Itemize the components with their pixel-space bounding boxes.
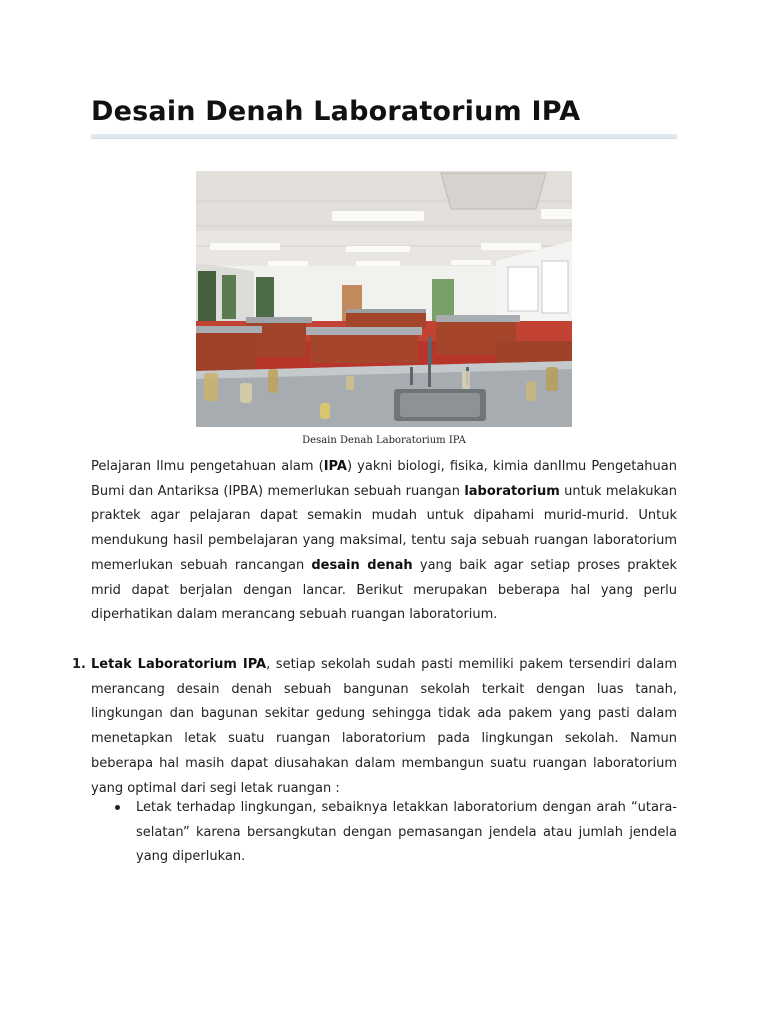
- list-item-number: 1.: [72, 657, 86, 672]
- intro-text-3: untuk melakukan praktek agar pelajaran dapat semakin mudah untuk dipahami murid-murid. Untuk mendukung hasil pembelajaran yang maksimal, tentu saja sebuah ruangan laboratorium memerlukan sebuah rancangan: [91, 483, 677, 573]
- intro-bold-desain-denah: desain denah: [311, 557, 413, 573]
- intro-bold-laboratorium: laboratorium: [464, 483, 560, 499]
- intro-bold-ipa: IPA: [323, 459, 347, 474]
- list-item: [72, 653, 677, 801]
- list-item-heading: Letak Laboratorium IPA: [91, 657, 267, 672]
- bullet-dot-icon: [115, 805, 120, 810]
- intro-text-4: yang baik agar setiap proses praktek mrid dapat berjalan dengan lancar. Berikut merupakan beberapa hal yang perlu diperhatikan dalam merancang sebuah ruangan laboratorium.: [91, 557, 678, 623]
- title-divider: [91, 134, 677, 139]
- list-item-text: , setiap sekolah sudah pasti memiliki pakem tersendiri dalam merancang desain denah sebuah bangunan sekolah terkait dengan luas tanah, lingkungan dan bagunan sekitar gedung sehingga tidak ada pakem yang pasti dalam menetapkan letak suatu ruangan laboratorium pada lingkungan sekolah. Namun beberapa hal masih dapat diusahakan dalam membangun suatu ruangan laboratorium yang optimal dari segi letak ruangan :: [91, 657, 677, 796]
- bullet-item-text: Letak terhadap lingkungan, sebaiknya letakkan laboratorium dengan arah “utara-selatan” karena bersangkutan dengan pemasangan jendela atau jumlah jendela yang diperlukan.: [136, 800, 677, 865]
- image-caption: Desain Denah Laboratorium IPA: [302, 435, 466, 446]
- intro-text-2: ) yakni biologi, fisika, kimia danIlmu Pengetahuan Bumi dan Antariksa (IPBA) memerlukan sebuah ruangan: [91, 459, 677, 499]
- intro-text-1: Pelajaran Ilmu pengetahuan alam (: [91, 459, 324, 474]
- laboratory-photo: [196, 171, 572, 427]
- page-title: Desain Denah Laboratorium IPA: [91, 96, 581, 127]
- bullet-item: [136, 796, 677, 870]
- intro-paragraph: [91, 455, 677, 628]
